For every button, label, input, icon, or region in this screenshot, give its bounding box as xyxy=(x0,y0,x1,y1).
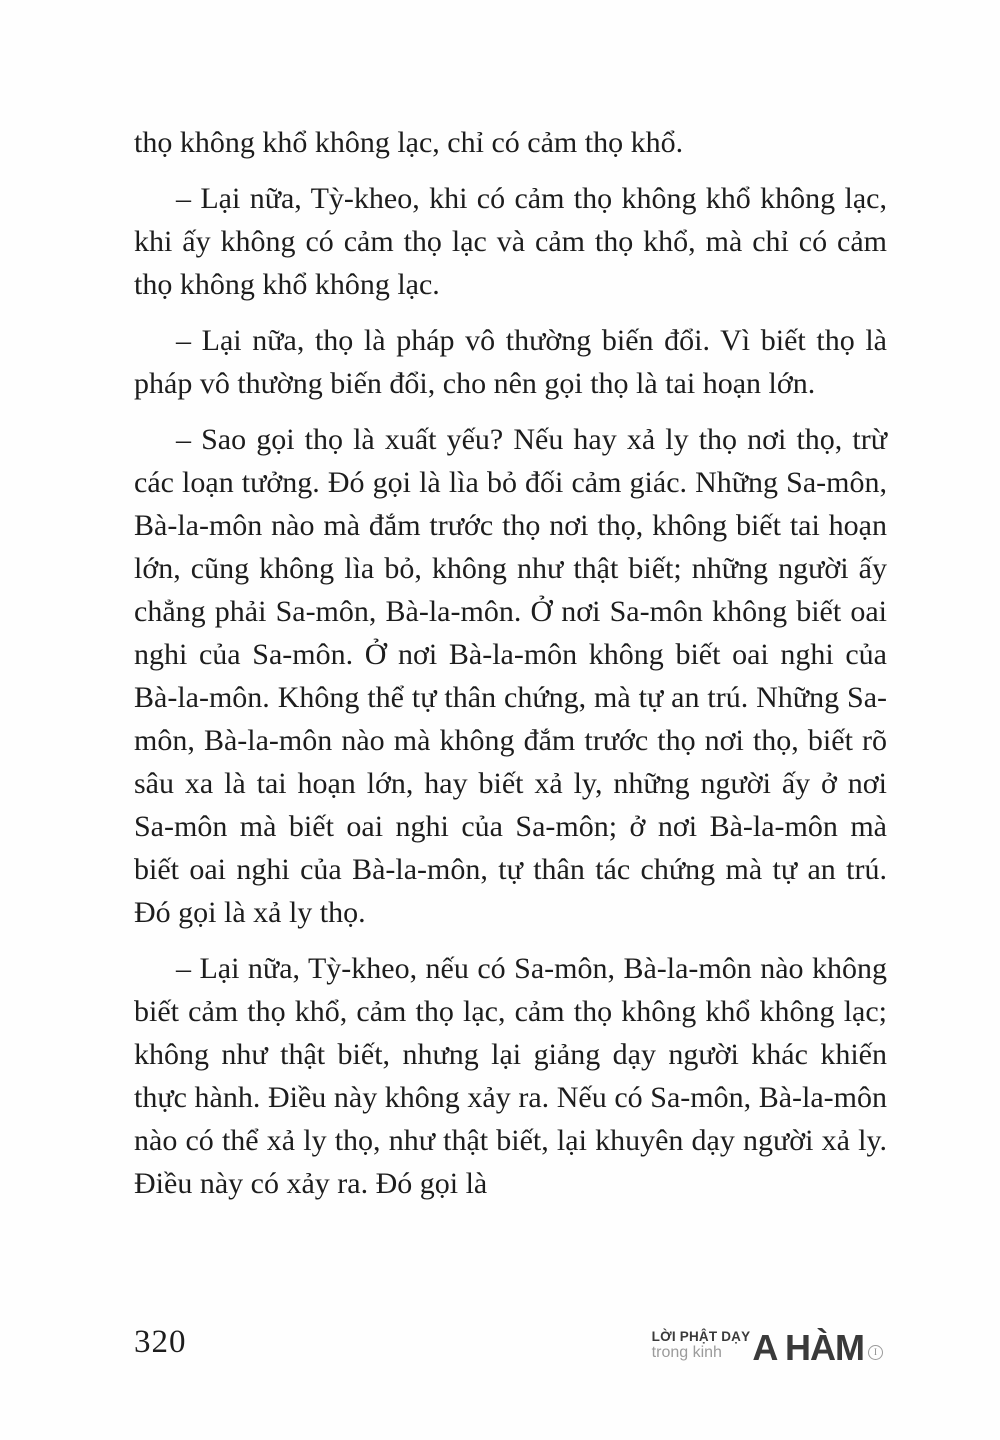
publisher-logo xyxy=(651,1326,883,1368)
paragraph: – Lại nữa, Tỳ-kheo, nếu có Sa-môn, Bà-la-môn nào không biết cảm thọ khổ, cảm thọ lạc, cảm thọ không khổ không lạc; không như thật biết, nhưng lại giảng dạy người khác khiến thực hành. Điều này không xảy ra. Nếu có Sa-môn, Bà-la-môn nào có thể xả ly thọ, như thật biết, lại khuyên dạy người xả ly. Điều này có xảy ra. Đó gọi là xyxy=(134,952,887,1200)
page-number: 320 xyxy=(134,1324,187,1360)
paragraph: – Lại nữa, Tỳ-kheo, khi có cảm thọ không khổ không lạc, khi ấy không có cảm thọ lạc và cảm thọ khổ, mà chỉ có cảm thọ không khổ không lạc. xyxy=(134,182,887,301)
page-body xyxy=(134,121,887,1205)
logo-book-title: A HÀM xyxy=(752,1326,864,1368)
paragraph: – Sao gọi thọ là xuất yếu? Nếu hay xả ly thọ nơi thọ, trừ các loạn tưởng. Đó gọi là lìa bỏ đối cảm giác. Những Sa-môn, Bà-la-môn nào mà đắm trước thọ nơi thọ, không biết tai hoạn lớn, cũng không lìa bỏ, không như thật biết; những người ấy chẳng phải Sa-môn, Bà-la-môn. Ở nơi Sa-môn không biết oai nghi của Sa-môn. Ở nơi Bà-la-môn không biết oai nghi của Bà-la-môn. Không thể tự thân chứng, mà tự an trú. Những Sa-môn, Bà-la-môn nào mà không đắm trước thọ nơi thọ, biết rõ sâu xa là tai hoạn lớn, hay biết xả ly, những người ấy ở nơi Sa-môn mà biết oai nghi của Sa-môn; ở nơi Bà-la-môn mà biết oai nghi của Bà-la-môn, tự thân tác chứng mà tự an trú. Đó gọi là xả ly thọ. xyxy=(134,423,887,929)
logo-series-title: LỜI PHẬT DẠY xyxy=(651,1329,751,1344)
paragraph: thọ không khổ không lạc, chỉ có cảm thọ khổ. xyxy=(134,126,684,159)
volume-badge: I xyxy=(868,1345,883,1360)
paragraph: – Lại nữa, thọ là pháp vô thường biến đổi. Vì biết thọ là pháp vô thường biến đổi, cho nên gọi thọ là tai hoạn lớn. xyxy=(134,324,887,400)
logo-text-stack xyxy=(652,1330,751,1361)
logo-series-subtitle: trong kinh xyxy=(651,1343,722,1361)
